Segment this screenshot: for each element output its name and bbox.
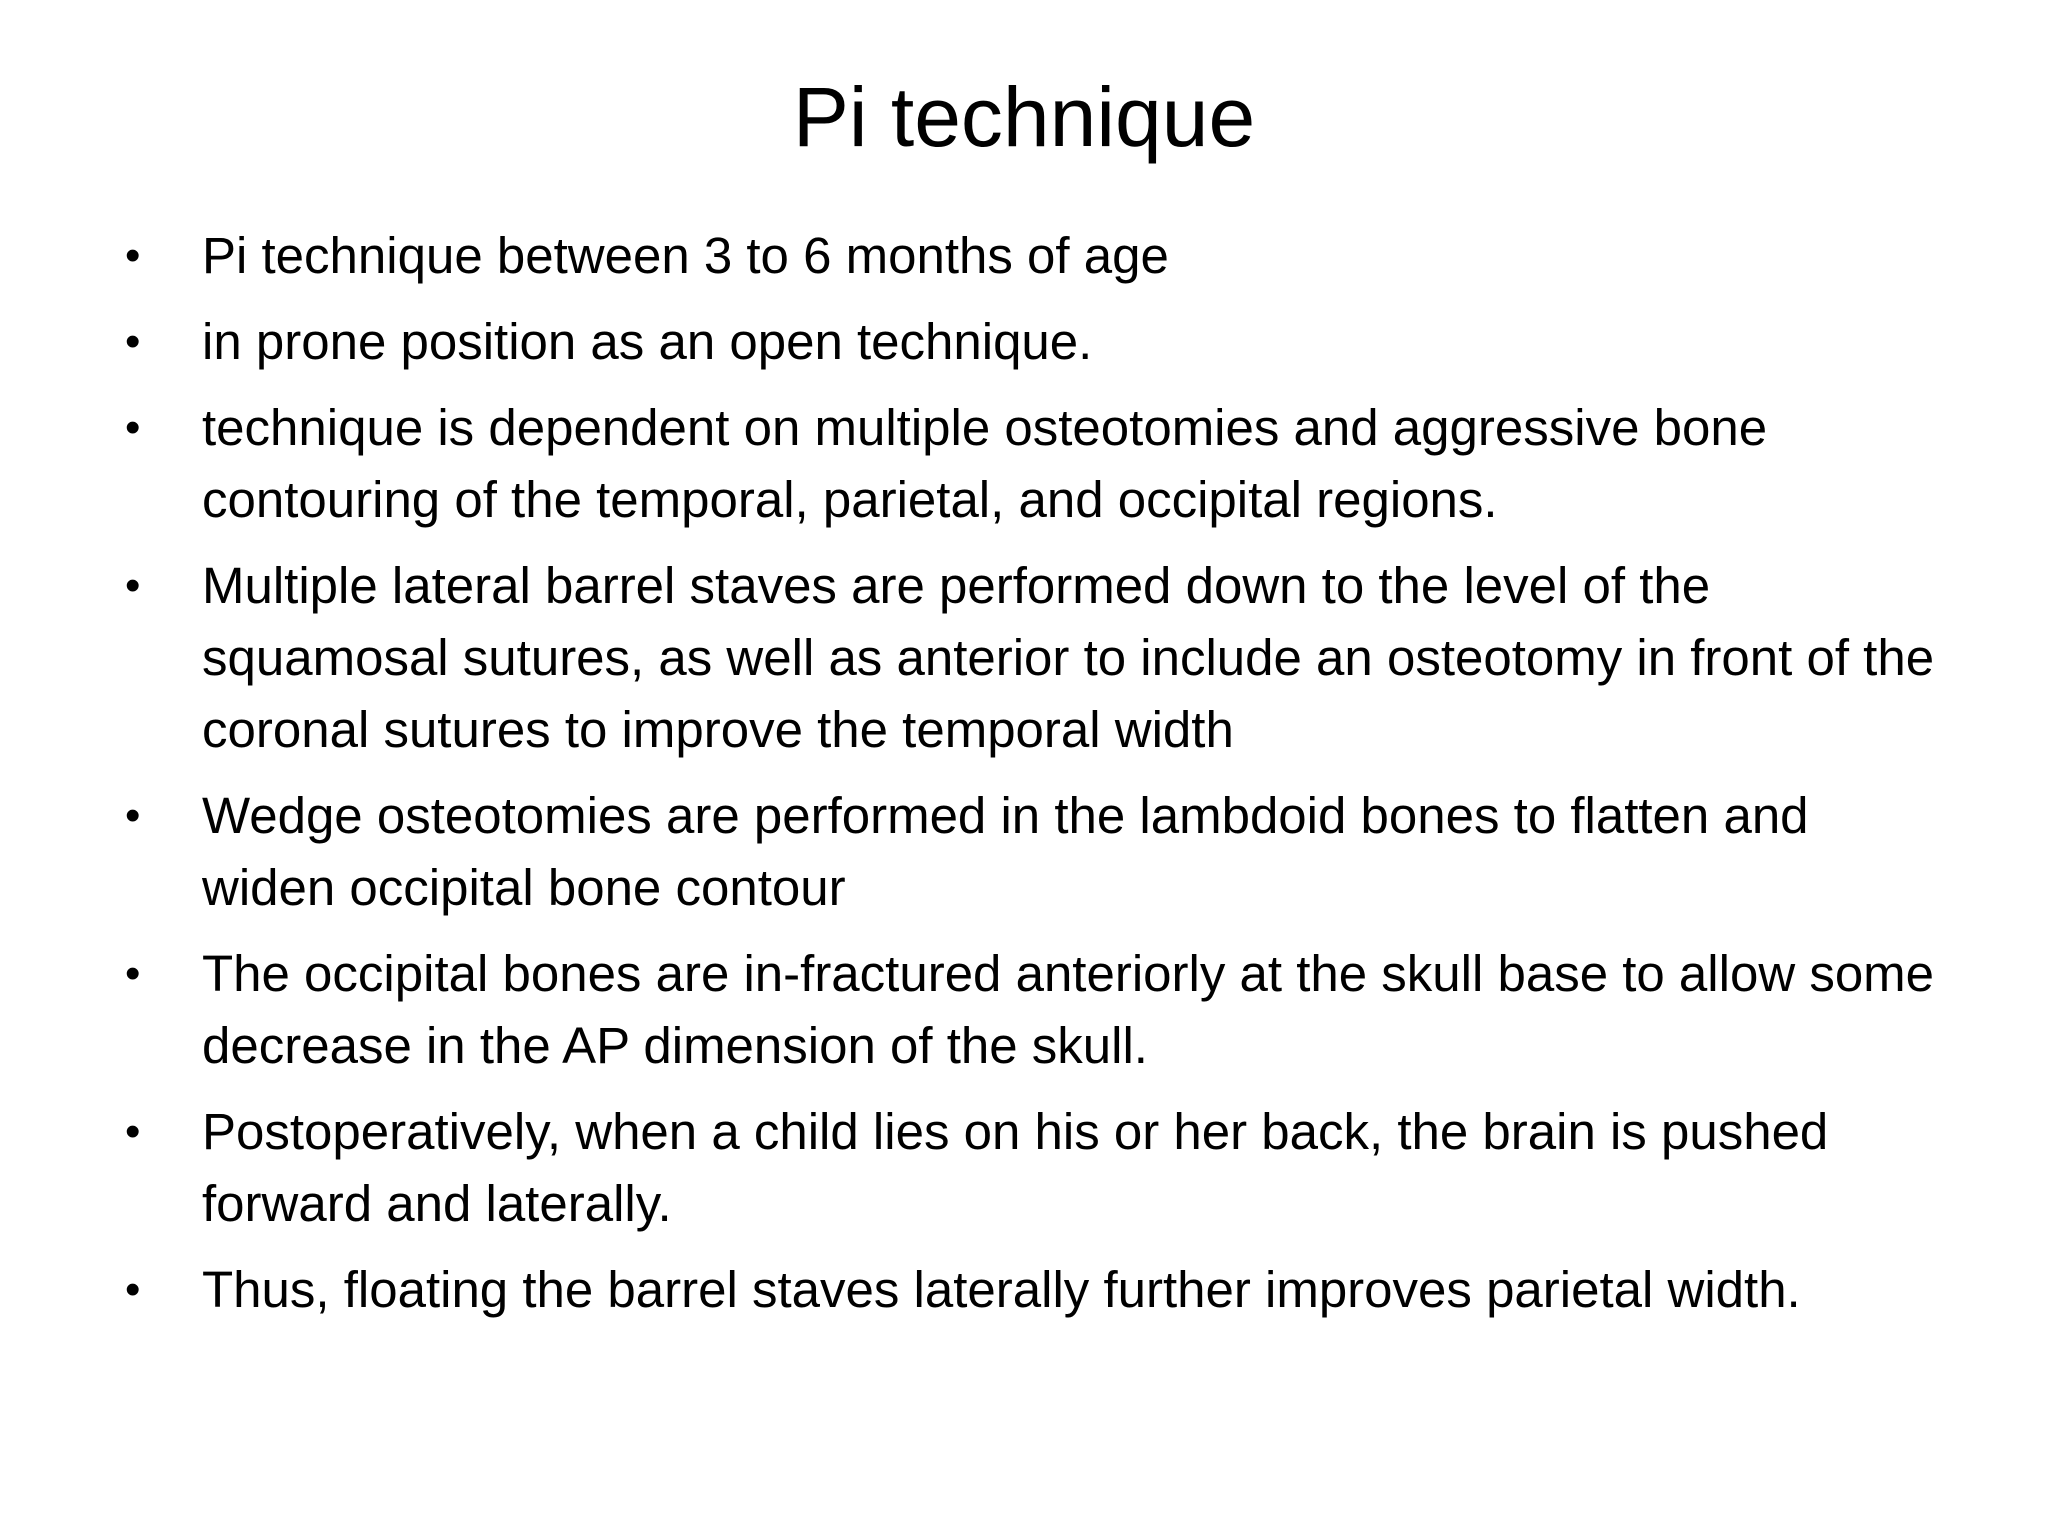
bullet-icon: • (125, 231, 141, 280)
bullet-text: Multiple lateral barrel staves are performed down to the level of the squamosal sutures, as well as anterior to include an osteotomy in front of the coronal sutures to improve the temporal width (202, 557, 1935, 758)
bullet-icon: • (125, 1265, 141, 1314)
bullet-icon: • (125, 403, 141, 452)
bullet-text: Pi technique between 3 to 6 months of age (202, 227, 1169, 284)
bullet-text: Thus, floating the barrel staves laterally further improves parietal width. (202, 1261, 1801, 1318)
bullet-list (120, 220, 1940, 1340)
bullet-icon: • (125, 561, 141, 610)
slide-title: Pi technique (792, 70, 1256, 164)
bullet-text: Wedge osteotomies are performed in the lambdoid bones to flatten and widen occipital bone contour (202, 787, 1809, 916)
bullet-icon: • (125, 1107, 141, 1156)
bullet-item (120, 392, 1940, 536)
bullet-item (120, 220, 1940, 292)
bullet-item (120, 550, 1940, 766)
bullet-text: technique is dependent on multiple osteotomies and aggressive bone contouring of the temporal, parietal, and occipital regions. (202, 399, 1768, 528)
bullet-icon: • (125, 317, 141, 366)
bullet-icon: • (125, 791, 141, 840)
bullet-icon: • (125, 949, 141, 998)
bullet-item (120, 938, 1940, 1082)
bullet-text: in prone position as an open technique. (202, 313, 1093, 370)
bullet-text: The occipital bones are in-fractured anteriorly at the skull base to allow some decrease in the AP dimension of the skull. (202, 945, 1935, 1074)
bullet-text: Postoperatively, when a child lies on his or her back, the brain is pushed forward and laterally. (202, 1103, 1829, 1232)
bullet-item (120, 1096, 1940, 1240)
bullet-item (120, 780, 1940, 924)
bullet-item (120, 306, 1940, 378)
bullet-item (120, 1254, 1940, 1326)
